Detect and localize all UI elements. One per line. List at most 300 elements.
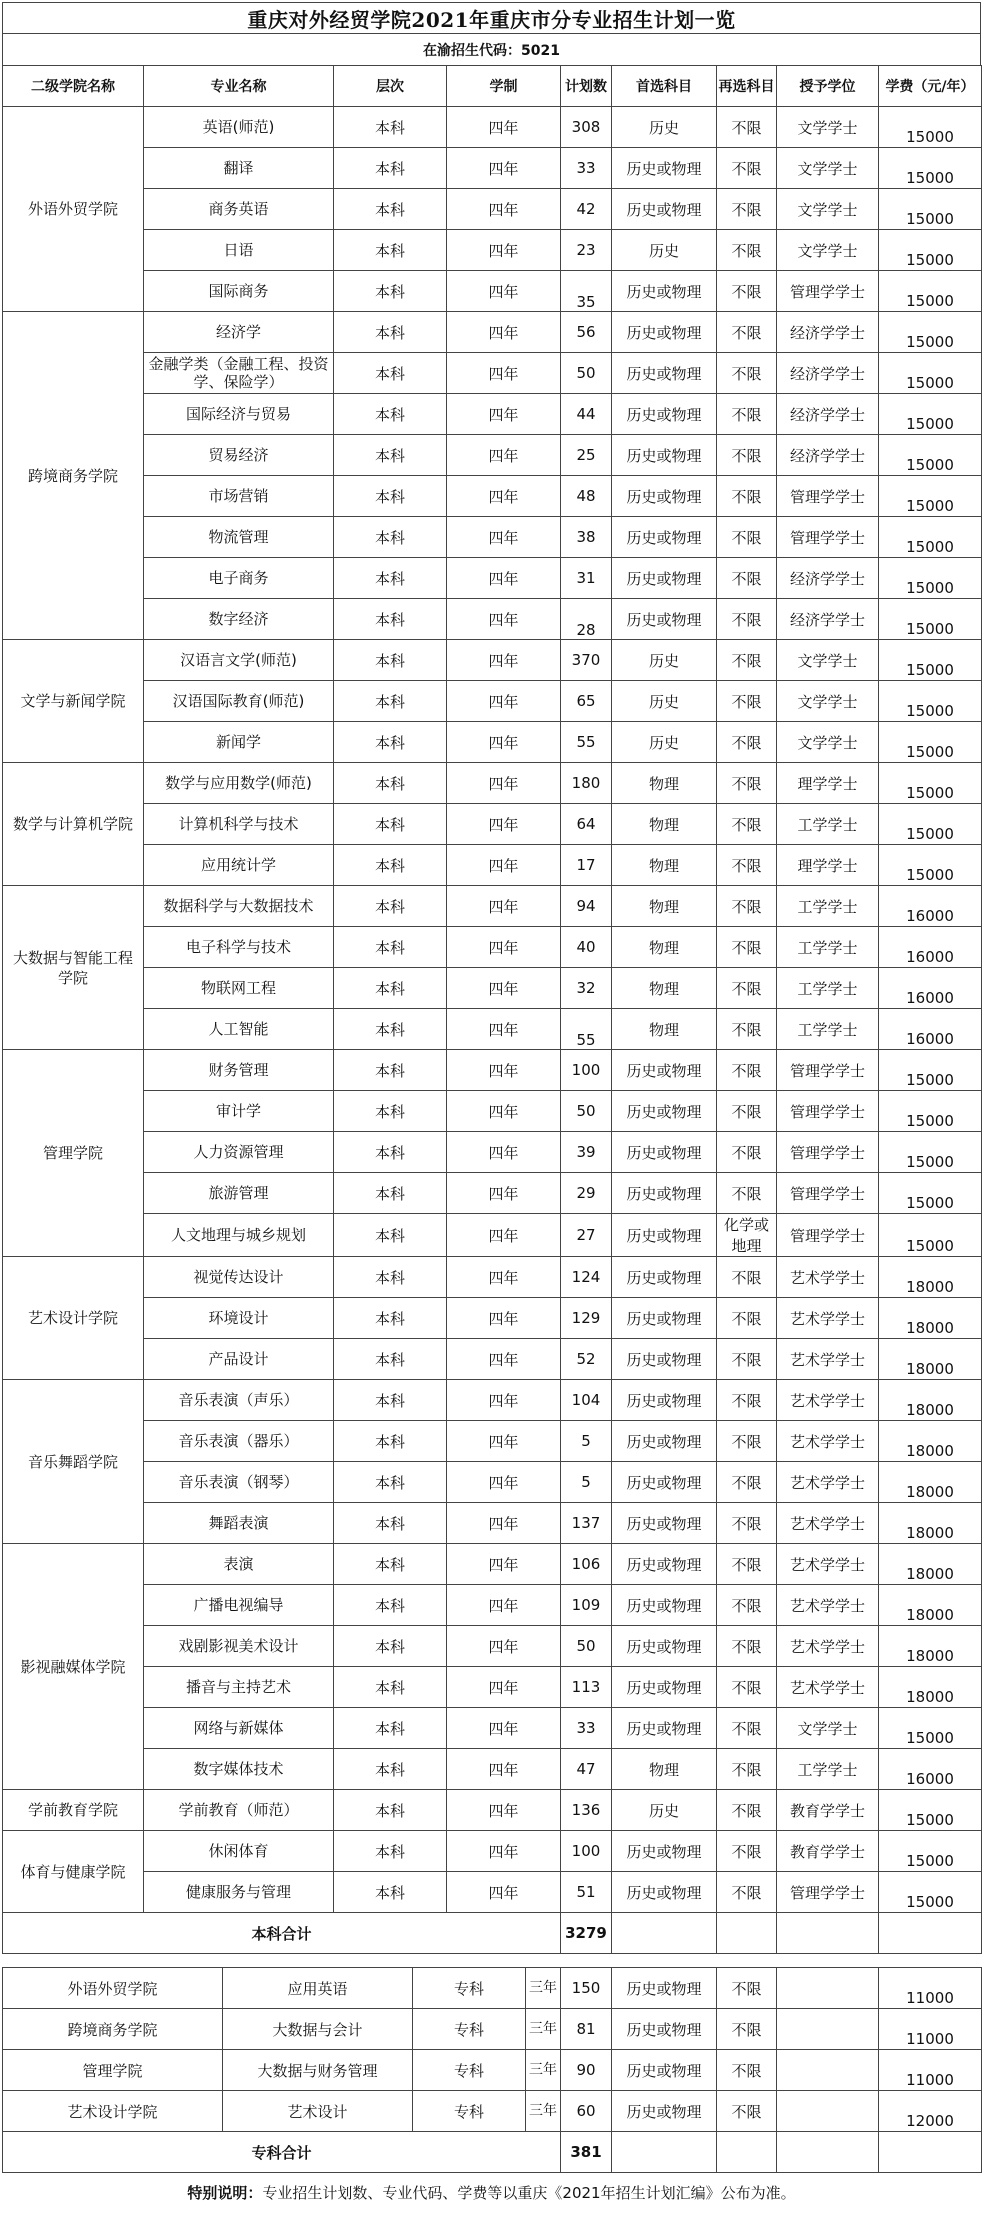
table-row (3, 558, 982, 599)
plan-count-cell: 52 (561, 1339, 612, 1380)
system-cell: 四年 (447, 1009, 561, 1050)
special-note (2, 2177, 981, 2210)
degree-cell: 经济学学士 (777, 599, 879, 640)
major-name-cell: 日语 (144, 230, 334, 271)
degree-cell: 艺术学学士 (777, 1298, 879, 1339)
plan-count-cell: 113 (561, 1667, 612, 1708)
second-subject-cell: 不限 (717, 353, 777, 394)
fee-cell: 18000 (879, 1626, 982, 1667)
degree-cell: 管理学学士 (777, 1214, 879, 1257)
degree-cell (777, 1968, 879, 2009)
major-name-cell: 英语(师范) (144, 107, 334, 148)
second-subject-cell: 不限 (717, 1462, 777, 1503)
plan-count-cell: 32 (561, 968, 612, 1009)
first-subject-cell: 历史或物理 (612, 353, 717, 394)
fee-cell: 12000 (879, 2091, 982, 2132)
system-cell: 四年 (447, 1421, 561, 1462)
plan-count-cell: 51 (561, 1872, 612, 1913)
plan-count-cell: 35 (561, 271, 612, 312)
system-cell: 四年 (447, 681, 561, 722)
table-row (3, 312, 982, 353)
first-subject-cell: 历史或物理 (612, 1380, 717, 1421)
level-cell: 本科 (334, 1626, 447, 1667)
second-subject-cell: 不限 (717, 2050, 777, 2091)
empty-cell (879, 1913, 982, 1954)
plan-count-cell: 42 (561, 189, 612, 230)
second-subject-cell: 不限 (717, 1421, 777, 1462)
fee-cell: 15000 (879, 1132, 982, 1173)
first-subject-cell: 历史或物理 (612, 1667, 717, 1708)
fee-cell: 18000 (879, 1339, 982, 1380)
level-cell: 本科 (334, 845, 447, 886)
table-row (3, 1503, 982, 1544)
college-name-cell: 跨境商务学院 (3, 312, 144, 640)
table-row (3, 640, 982, 681)
system-cell: 四年 (447, 1790, 561, 1831)
plan-count-cell: 23 (561, 230, 612, 271)
first-subject-cell: 历史或物理 (612, 517, 717, 558)
first-subject-cell: 历史或物理 (612, 1173, 717, 1214)
degree-cell: 艺术学学士 (777, 1257, 879, 1298)
second-subject-cell: 不限 (717, 271, 777, 312)
system-cell: 四年 (447, 1585, 561, 1626)
first-subject-cell: 历史或物理 (612, 2009, 717, 2050)
school-code: 在渝招生代码：5021 (3, 34, 981, 66)
system-cell: 四年 (447, 763, 561, 804)
level-cell: 专科 (413, 1968, 526, 2009)
system-cell: 四年 (447, 517, 561, 558)
undergrad-plan-table (2, 65, 982, 1954)
first-subject-cell: 历史或物理 (612, 1544, 717, 1585)
plan-count-cell: 137 (561, 1503, 612, 1544)
system-cell: 三年 (526, 1968, 561, 2009)
level-cell: 本科 (334, 1091, 447, 1132)
college-name-cell: 艺术设计学院 (3, 1257, 144, 1380)
level-cell: 本科 (334, 1708, 447, 1749)
table-row (3, 476, 982, 517)
plan-count-cell: 27 (561, 1214, 612, 1257)
major-name-cell: 数学与应用数学(师范) (144, 763, 334, 804)
table-row (3, 230, 982, 271)
college-name-cell: 文学与新闻学院 (3, 640, 144, 763)
fee-cell: 18000 (879, 1503, 982, 1544)
first-subject-cell: 历史 (612, 722, 717, 763)
fee-cell: 15000 (879, 1790, 982, 1831)
plan-count-cell: 60 (561, 2091, 612, 2132)
second-subject-cell: 不限 (717, 1091, 777, 1132)
table-row (3, 722, 982, 763)
college-name-cell: 艺术设计学院 (3, 2091, 223, 2132)
level-cell: 本科 (334, 312, 447, 353)
table-row (3, 1544, 982, 1585)
system-cell: 四年 (447, 1462, 561, 1503)
level-cell: 本科 (334, 1050, 447, 1091)
empty-cell (612, 2132, 717, 2173)
plan-count-cell: 17 (561, 845, 612, 886)
table-row (3, 1214, 982, 1257)
table-row (3, 394, 982, 435)
undergrad-plan-body (3, 66, 982, 1954)
degree-cell: 艺术学学士 (777, 1380, 879, 1421)
system-cell: 四年 (447, 886, 561, 927)
level-cell: 本科 (334, 476, 447, 517)
empty-cell (717, 1913, 777, 1954)
second-subject-cell: 不限 (717, 107, 777, 148)
fee-cell: 15000 (879, 271, 982, 312)
major-name-cell: 翻译 (144, 148, 334, 189)
table-row (3, 1132, 982, 1173)
first-subject-cell: 历史 (612, 230, 717, 271)
major-name-cell: 广播电视编导 (144, 1585, 334, 1626)
major-name-cell: 新闻学 (144, 722, 334, 763)
table-row (3, 1380, 982, 1421)
degree-cell: 管理学学士 (777, 1091, 879, 1132)
system-cell: 四年 (447, 1831, 561, 1872)
level-cell: 本科 (334, 230, 447, 271)
table-row (3, 845, 982, 886)
plan-count-cell: 38 (561, 517, 612, 558)
level-cell: 本科 (334, 435, 447, 476)
degree-cell: 教育学学士 (777, 1831, 879, 1872)
plan-count-cell: 50 (561, 353, 612, 394)
second-subject-cell: 不限 (717, 640, 777, 681)
degree-cell: 管理学学士 (777, 1872, 879, 1913)
degree-cell: 理学学士 (777, 845, 879, 886)
system-cell: 四年 (447, 1132, 561, 1173)
second-subject-cell: 不限 (717, 968, 777, 1009)
first-subject-cell: 物理 (612, 886, 717, 927)
level-cell: 本科 (334, 1298, 447, 1339)
major-name-cell: 审计学 (144, 1091, 334, 1132)
degree-cell: 艺术学学士 (777, 1585, 879, 1626)
system-cell: 四年 (447, 1298, 561, 1339)
table-row (3, 1708, 982, 1749)
second-subject-cell: 不限 (717, 1749, 777, 1790)
fee-cell: 11000 (879, 2050, 982, 2091)
fee-cell: 18000 (879, 1421, 982, 1462)
degree-cell: 教育学学士 (777, 1790, 879, 1831)
plan-count-cell: 5 (561, 1462, 612, 1503)
degree-cell (777, 2050, 879, 2091)
table-row (3, 107, 982, 148)
major-name-cell: 贸易经济 (144, 435, 334, 476)
system-cell: 四年 (447, 271, 561, 312)
major-name-cell: 产品设计 (144, 1339, 334, 1380)
first-subject-cell: 历史或物理 (612, 1626, 717, 1667)
first-subject-cell: 物理 (612, 1009, 717, 1050)
major-name-cell: 环境设计 (144, 1298, 334, 1339)
first-subject-cell: 历史或物理 (612, 1585, 717, 1626)
empty-cell (717, 2132, 777, 2173)
major-name-cell: 物联网工程 (144, 968, 334, 1009)
level-cell: 本科 (334, 1173, 447, 1214)
system-cell: 四年 (447, 722, 561, 763)
table-row (3, 189, 982, 230)
degree-cell: 管理学学士 (777, 517, 879, 558)
level-cell: 本科 (334, 189, 447, 230)
major-name-cell: 舞蹈表演 (144, 1503, 334, 1544)
second-subject-cell: 不限 (717, 845, 777, 886)
table-row (3, 763, 982, 804)
empty-cell (777, 1913, 879, 1954)
level-cell: 本科 (334, 1790, 447, 1831)
first-subject-cell: 历史或物理 (612, 558, 717, 599)
major-name-cell: 播音与主持艺术 (144, 1667, 334, 1708)
plan-count-cell: 50 (561, 1626, 612, 1667)
table-row (3, 1050, 982, 1091)
first-subject-cell: 历史或物理 (612, 2050, 717, 2091)
second-subject-cell: 不限 (717, 1626, 777, 1667)
fee-cell: 15000 (879, 1708, 982, 1749)
degree-cell: 管理学学士 (777, 476, 879, 517)
level-cell: 本科 (334, 1544, 447, 1585)
first-subject-cell: 历史 (612, 681, 717, 722)
second-subject-cell: 不限 (717, 517, 777, 558)
plan-count-cell: 106 (561, 1544, 612, 1585)
level-cell: 本科 (334, 886, 447, 927)
zhuanke-total-label: 专科合计 (3, 2132, 561, 2173)
table-row (3, 681, 982, 722)
degree-cell: 工学学士 (777, 1749, 879, 1790)
plan-count-cell: 47 (561, 1749, 612, 1790)
first-subject-cell: 历史或物理 (612, 1968, 717, 2009)
major-name-cell: 汉语言文学(师范) (144, 640, 334, 681)
first-subject-cell: 历史或物理 (612, 1421, 717, 1462)
plan-count-cell: 50 (561, 1091, 612, 1132)
level-cell: 本科 (334, 968, 447, 1009)
level-cell: 本科 (334, 722, 447, 763)
system-cell: 四年 (447, 1544, 561, 1585)
level-cell: 本科 (334, 804, 447, 845)
second-subject-cell: 不限 (717, 804, 777, 845)
empty-cell (777, 2132, 879, 2173)
major-name-cell: 大数据与会计 (223, 2009, 413, 2050)
level-cell: 本科 (334, 1380, 447, 1421)
system-cell: 四年 (447, 1626, 561, 1667)
table-row (3, 1173, 982, 1214)
second-subject-cell: 不限 (717, 394, 777, 435)
plan-count-cell: 65 (561, 681, 612, 722)
degree-cell: 管理学学士 (777, 1050, 879, 1091)
fee-cell: 15000 (879, 599, 982, 640)
major-name-cell: 汉语国际教育(师范) (144, 681, 334, 722)
degree-cell: 工学学士 (777, 927, 879, 968)
first-subject-cell: 历史或物理 (612, 1298, 717, 1339)
header-college: 二级学院名称 (3, 66, 144, 107)
degree-cell (777, 2091, 879, 2132)
second-subject-cell: 不限 (717, 230, 777, 271)
degree-cell: 管理学学士 (777, 1132, 879, 1173)
degree-cell: 艺术学学士 (777, 1626, 879, 1667)
plan-count-cell: 109 (561, 1585, 612, 1626)
level-cell: 本科 (334, 1132, 447, 1173)
first-subject-cell: 历史 (612, 640, 717, 681)
major-name-cell: 数据科学与大数据技术 (144, 886, 334, 927)
level-cell: 本科 (334, 517, 447, 558)
table-row (3, 2050, 982, 2091)
table-row (3, 1091, 982, 1132)
second-subject-cell: 不限 (717, 763, 777, 804)
system-cell: 四年 (447, 1091, 561, 1132)
first-subject-cell: 历史或物理 (612, 271, 717, 312)
first-subject-cell: 历史或物理 (612, 1462, 717, 1503)
header-major: 专业名称 (144, 66, 334, 107)
fee-cell: 15000 (879, 476, 982, 517)
first-subject-cell: 物理 (612, 927, 717, 968)
degree-cell: 文学学士 (777, 722, 879, 763)
first-subject-cell: 物理 (612, 968, 717, 1009)
system-cell: 四年 (447, 189, 561, 230)
degree-cell: 工学学士 (777, 804, 879, 845)
system-cell: 四年 (447, 312, 561, 353)
fee-cell: 16000 (879, 1749, 982, 1790)
fee-cell: 15000 (879, 1872, 982, 1913)
college-name-cell: 学前教育学院 (3, 1790, 144, 1831)
table-row (3, 1749, 982, 1790)
level-cell: 本科 (334, 1503, 447, 1544)
plan-count-cell: 5 (561, 1421, 612, 1462)
table-row (3, 927, 982, 968)
first-subject-cell: 历史或物理 (612, 476, 717, 517)
system-cell: 四年 (447, 1380, 561, 1421)
system-cell: 三年 (526, 2050, 561, 2091)
plan-count-cell: 90 (561, 2050, 612, 2091)
level-cell: 本科 (334, 1009, 447, 1050)
major-name-cell: 数字媒体技术 (144, 1749, 334, 1790)
first-subject-cell: 物理 (612, 804, 717, 845)
second-subject-cell: 不限 (717, 1173, 777, 1214)
college-name-cell: 体育与健康学院 (3, 1831, 144, 1913)
second-subject-cell: 不限 (717, 1257, 777, 1298)
second-subject-cell: 不限 (717, 435, 777, 476)
degree-cell: 管理学学士 (777, 1173, 879, 1214)
plan-count-cell: 28 (561, 599, 612, 640)
second-subject-cell: 不限 (717, 476, 777, 517)
second-subject-cell: 不限 (717, 1667, 777, 1708)
level-cell: 专科 (413, 2009, 526, 2050)
degree-cell: 艺术学学士 (777, 1462, 879, 1503)
fee-cell: 16000 (879, 886, 982, 927)
system-cell: 四年 (447, 558, 561, 599)
first-subject-cell: 历史或物理 (612, 189, 717, 230)
table-row (3, 804, 982, 845)
major-name-cell: 计算机科学与技术 (144, 804, 334, 845)
degree-cell: 管理学学士 (777, 271, 879, 312)
table-header-row (3, 66, 982, 107)
degree-cell: 文学学士 (777, 189, 879, 230)
degree-cell: 文学学士 (777, 681, 879, 722)
system-cell: 四年 (447, 1339, 561, 1380)
plan-count-cell: 56 (561, 312, 612, 353)
second-subject-cell: 不限 (717, 927, 777, 968)
fee-cell: 15000 (879, 804, 982, 845)
college-name-cell: 跨境商务学院 (3, 2009, 223, 2050)
header-degree: 授予学位 (777, 66, 879, 107)
level-cell: 本科 (334, 1831, 447, 1872)
first-subject-cell: 历史 (612, 1790, 717, 1831)
major-name-cell: 音乐表演（钢琴） (144, 1462, 334, 1503)
fee-cell: 18000 (879, 1585, 982, 1626)
table-row (3, 1257, 982, 1298)
second-subject-cell: 不限 (717, 1708, 777, 1749)
degree-cell: 理学学士 (777, 763, 879, 804)
fee-cell: 15000 (879, 1091, 982, 1132)
note-text: 专业招生计划数、专业代码、学费等以重庆《2021年招生计划汇编》公布为准。 (262, 2184, 796, 2202)
level-cell: 本科 (334, 1339, 447, 1380)
second-subject-cell: 不限 (717, 2091, 777, 2132)
second-subject-cell: 不限 (717, 722, 777, 763)
header-second-subject: 再选科目 (717, 66, 777, 107)
level-cell: 本科 (334, 1749, 447, 1790)
table-row (3, 1968, 982, 2009)
major-name-cell: 休闲体育 (144, 1831, 334, 1872)
fee-cell: 11000 (879, 1968, 982, 2009)
major-name-cell: 财务管理 (144, 1050, 334, 1091)
first-subject-cell: 历史或物理 (612, 2091, 717, 2132)
degree-cell: 文学学士 (777, 148, 879, 189)
first-subject-cell: 历史或物理 (612, 1257, 717, 1298)
level-cell: 专科 (413, 2091, 526, 2132)
plan-count-cell: 40 (561, 927, 612, 968)
first-subject-cell: 历史或物理 (612, 1091, 717, 1132)
fee-cell: 11000 (879, 2009, 982, 2050)
degree-cell (777, 2009, 879, 2050)
undergrad-total-row (3, 1913, 982, 1954)
plan-count-cell: 104 (561, 1380, 612, 1421)
major-name-cell: 商务英语 (144, 189, 334, 230)
college-name-cell: 管理学院 (3, 2050, 223, 2091)
degree-cell: 文学学士 (777, 1708, 879, 1749)
second-subject-cell: 不限 (717, 148, 777, 189)
major-name-cell: 表演 (144, 1544, 334, 1585)
second-subject-cell: 不限 (717, 1298, 777, 1339)
plan-count-cell: 29 (561, 1173, 612, 1214)
degree-cell: 工学学士 (777, 886, 879, 927)
college-name-cell: 外语外贸学院 (3, 107, 144, 312)
major-name-cell: 电子科学与技术 (144, 927, 334, 968)
table-row (3, 1626, 982, 1667)
system-cell: 三年 (526, 2009, 561, 2050)
level-cell: 本科 (334, 599, 447, 640)
plan-count-cell: 100 (561, 1831, 612, 1872)
major-name-cell: 国际经济与贸易 (144, 394, 334, 435)
level-cell: 本科 (334, 558, 447, 599)
undergrad-total-label: 本科合计 (3, 1913, 561, 1954)
degree-cell: 文学学士 (777, 230, 879, 271)
first-subject-cell: 历史 (612, 107, 717, 148)
first-subject-cell: 历史或物理 (612, 1214, 717, 1257)
major-name-cell: 物流管理 (144, 517, 334, 558)
second-subject-cell: 不限 (717, 1872, 777, 1913)
system-cell: 四年 (447, 1708, 561, 1749)
first-subject-cell: 历史或物理 (612, 148, 717, 189)
first-subject-cell: 历史或物理 (612, 1872, 717, 1913)
fee-cell: 15000 (879, 640, 982, 681)
fee-cell: 15000 (879, 1050, 982, 1091)
plan-count-cell: 55 (561, 1009, 612, 1050)
table-row (3, 1339, 982, 1380)
degree-cell: 经济学学士 (777, 394, 879, 435)
level-cell: 本科 (334, 1214, 447, 1257)
system-cell: 四年 (447, 394, 561, 435)
level-cell: 本科 (334, 394, 447, 435)
plan-count-cell: 55 (561, 722, 612, 763)
table-row (3, 886, 982, 927)
first-subject-cell: 历史或物理 (612, 1132, 717, 1173)
system-cell: 四年 (447, 845, 561, 886)
degree-cell: 经济学学士 (777, 353, 879, 394)
system-cell: 四年 (447, 1050, 561, 1091)
